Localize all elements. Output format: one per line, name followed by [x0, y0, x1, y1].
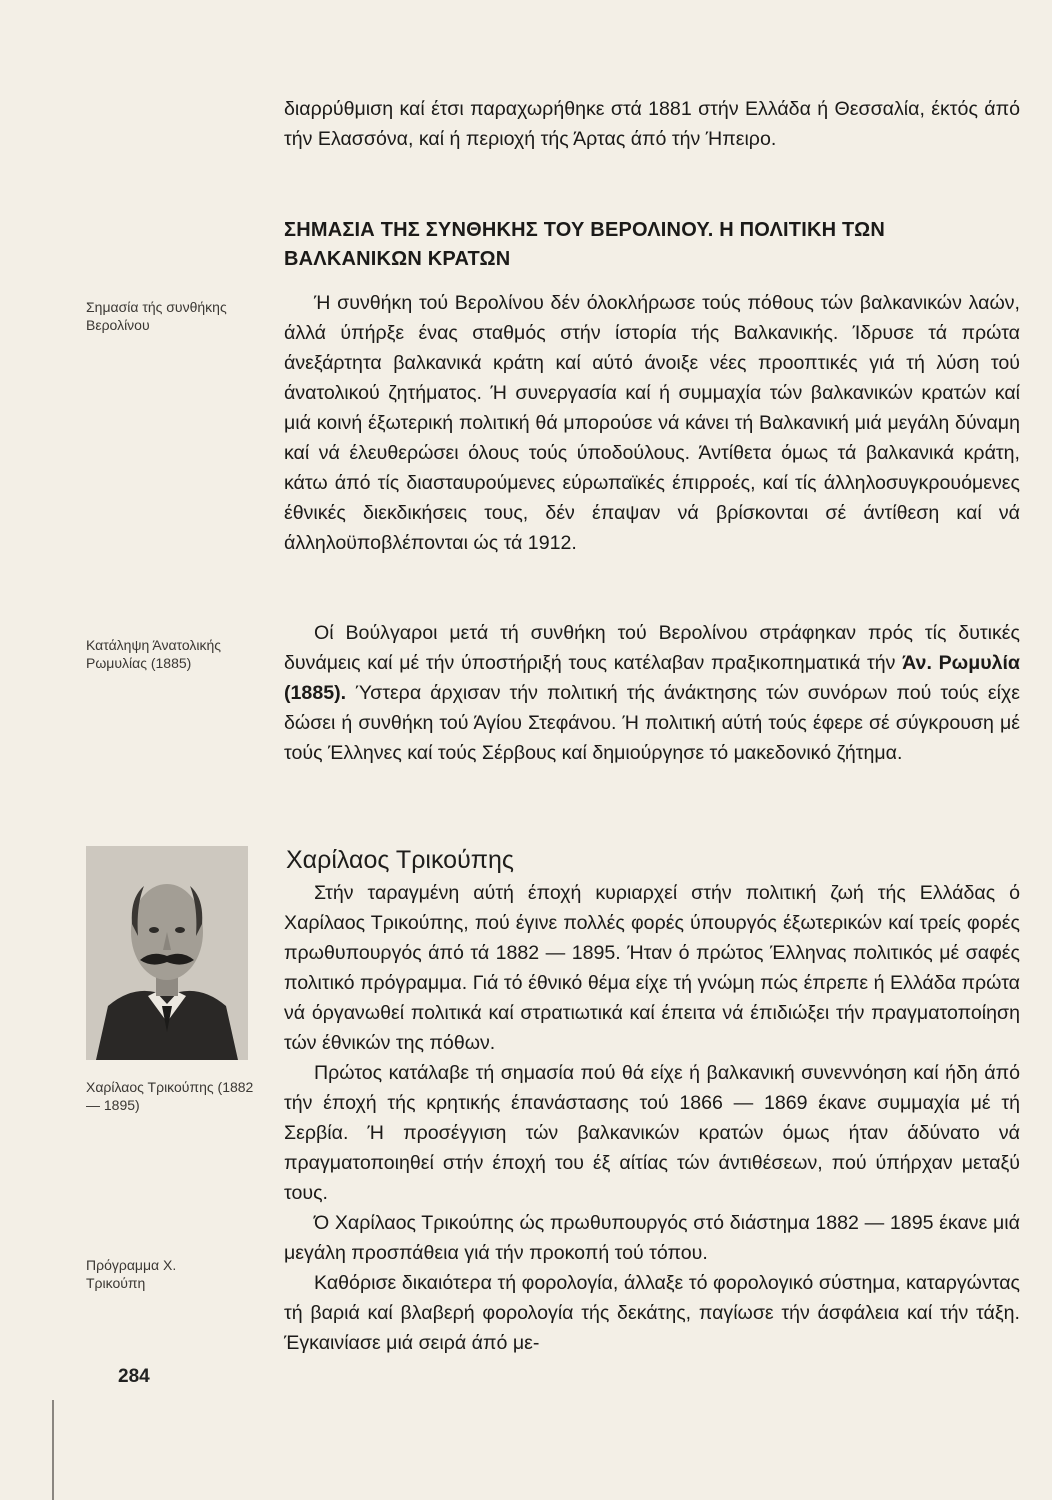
- margin-note-portrait-caption: Χαρίλαος Τρικούπης (1882 — 1895): [86, 1079, 254, 1113]
- bulgaria-text-after: Ύστερα άρχισαν τήν πολιτική τής άνάκτησης τών συνόρων πού τούς είχε δώσει ή συνθήκη τού Άγίου Στεφάνου. Ή πολιτική αύτή τούς έφερε σέ σύγκρουση μέ τούς Έλληνες καί τούς Σέρβους καί δημιούργησε τό μακεδονικό ζήτημα.: [284, 682, 1020, 764]
- section-heading-berlin: ΣΗΜΑΣΙΑ ΤΗΣ ΣΥΝΘΗΚΗΣ ΤΟΥ ΒΕΡΟΛΙΝΟΥ. Η ΠΟΛΙΤΙΚΗ ΤΩΝ ΒΑΛΚΑΝΙΚΩΝ ΚΡΑΤΩΝ: [284, 219, 885, 270]
- section-title-trikoupis: Χαρίλαος Τρικούπης: [286, 846, 514, 874]
- trikoupis-paragraph-2: Πρώτος κατάλαβε τή σημασία πού θά είχε ή βαλκανική συνεννόηση καί ήδη άπό τήν έποχή τής κρητικής έπανάστασης τού 1866 — 1869 έκανε συμμαχία μέ τή Σερβία. Ή προσέγγιση τών βαλκανικών κρατών όμως ήταν άδύνατο νά πραγματοποιηθεί στήν έποχή του έξ αίτίας τών άντιθέσεων, πού ύπήρχαν μεταξύ τους.: [284, 1062, 1020, 1204]
- rumelia-bold: Άν. Ρωμυλία (1885).: [284, 652, 1020, 704]
- berlin-text: Ή συνθήκη τού Βερολίνου δέν όλοκλήρωσε τούς πόθους τών βαλκανικών λαών, άλλά ύπήρξε ένας σταθμός στήν ίστορία τής Βαλκανικής. Ίδρυσε τά πρώτα άνεξάρτητα βαλκανικά κράτη καί αύτό άνοιξε νέες προοπτικές γιά τή λύση τού άνατολικού ζητήματος. Ή συνεργασία καί ή συμμαχία τών βαλκανικών κρατών καί μιά κοινή έξωτερική πολιτική θά μπορούσε νά κάνει τή Βαλκανική μιά μεγάλη δύναμη καί νά έλευθερώσει όλους τούς ύποδούλους. Άντίθετα όμως τά βαλκανικά κράτη, κάτω άπό τίς διασταυρούμενες εύρωπαϊκές έπιρροές, καί τίς άλληλοσυγκρουόμενες έθνικές διεκδικήσεις τους, δέν έπαψαν νά βρίσκονται σέ άντίθεση καί νά άλληλοϋποβλέπονται ώς τά 1912.: [284, 292, 1020, 554]
- margin-note-program: Πρόγραμμα Χ. Τρικούπη: [86, 1257, 177, 1291]
- bulgaria-text-before: Οί Βούλγαροι μετά τή συνθήκη τού Βερολίνου στράφηκαν πρός τίς δυτικές δυνάμεις καί μέ τήν ύποστήριξή τους κατέλαβαν πραξικοπηματικά τήν: [284, 622, 1020, 674]
- portrait-trikoupis: [86, 846, 248, 1060]
- page-number: 284: [118, 1366, 150, 1387]
- trikoupis-paragraph-4: Καθόρισε δικαιότερα τή φορολογία, άλλαξε τό φορολογικό σύστημα, καταργώντας τή βαριά καί βλαβερή φορολογία τής δεκάτης, παγίωσε τήν άσφάλεια καί τήν τάξη. Έγκαινίασε μιά σειρά άπό με-: [284, 1272, 1020, 1354]
- intro-paragraph: [284, 94, 1020, 154]
- trikoupis-paragraph-3: Ό Χαρίλαος Τρικούπης ώς πρωθυπουργός στό διάστημα 1882 — 1895 έκανε μιά μεγάλη προσπάθεια γιά τήν προκοπή τού τόπου.: [284, 1212, 1020, 1264]
- trikoupis-paragraphs: [284, 878, 1020, 1358]
- trikoupis-paragraph-1: Στήν ταραγμένη αύτή έποχή κυριαρχεί στήν πολιτική ζωή τής Ελλάδας ό Χαρίλαος Τρικούπης, πού έγινε πολλές φορές ύπουργός έξωτερικών καί τρείς φορές πρωθυπουργός άπό τά 1882 — 1895. Ήταν ό πρώτος Έλληνας πολιτικός μέ σαφές πολιτικό πρόγραμμα. Γιά τό έθνικό θέμα είχε τή γνώμη πώς έπρεπε ή Ελλάδα πρώτα νά όργανωθεί πολιτικά καί στρατιωτικά καί έπειτα νά έπιδιώξει τήν πραγματοποίηση τών έθνικών της πόθων.: [284, 882, 1020, 1054]
- page-edge-line: [52, 1400, 54, 1500]
- berlin-paragraph: [284, 288, 1020, 558]
- portrait-image: [86, 846, 248, 1060]
- bulgaria-paragraph: [284, 618, 1020, 768]
- intro-text: διαρρύθμιση καί έτσι παραχωρήθηκε στά 1881 στήν Ελλάδα ή Θεσσαλία, έκτός άπό τήν Ελασσόνα, καί ή περιοχή τής Άρτας άπό τήν Ήπειρο.: [284, 98, 1020, 150]
- margin-note-rumelia: Κατάληψη Άνατολικής Ρωμυλίας (1885): [86, 637, 222, 671]
- margin-note-berlin: Σημασία τής συνθήκης Βερολίνου: [86, 299, 227, 333]
- bulgaria-text: [284, 618, 1020, 768]
